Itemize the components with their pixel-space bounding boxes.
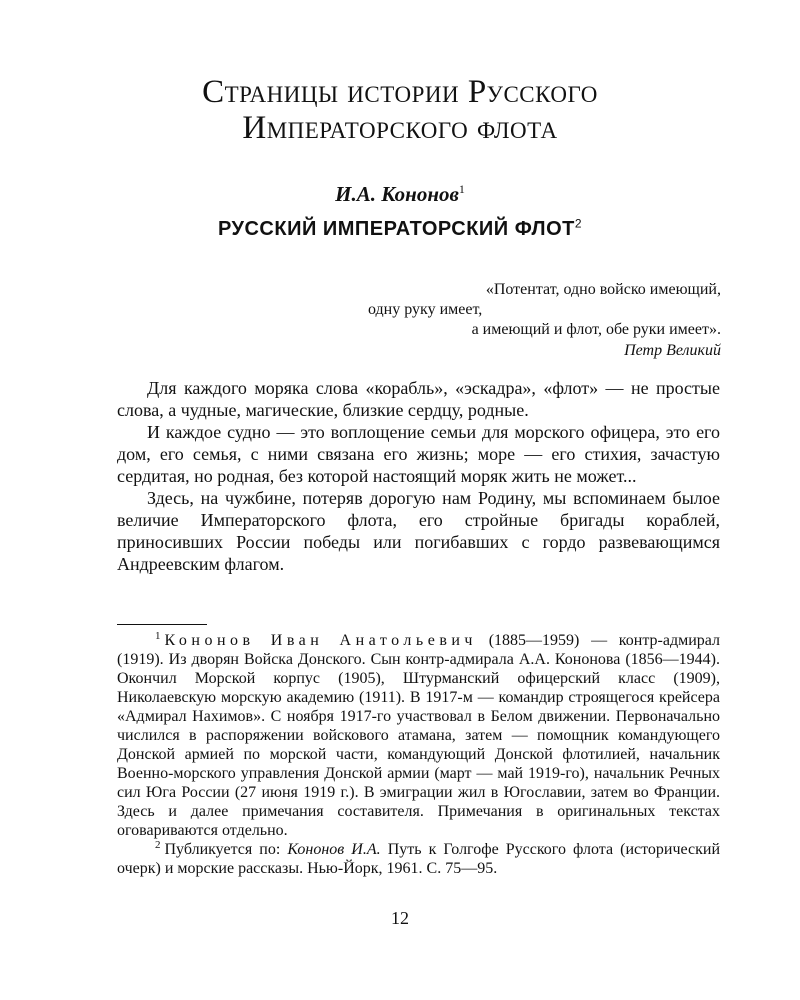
chapter-title [100,74,700,146]
epigraph-signature: Петр Великий [624,342,721,359]
body-paragraph-1: Для каждого моряка слова «корабль», «эскадра», «флот» — не простые слова, а чудные, магические, близкие сердцу, родные. [117,378,720,420]
body-text [117,377,720,575]
epigraph [368,280,721,361]
article-title-footnote-ref: 2 [574,216,583,231]
footnote-2-text: Путь к Голгофе Русского флота (исторический очерк) и морские рассказы. Нью-Йорк, 1961. С. 75—95. [117,841,721,877]
chapter-title-line-2: Императорского флота [242,110,558,146]
footnote-1-person-name: Кононов Иван Анатольевич [164,632,477,649]
epigraph-line-3: а имеющий и флот, обе руки имеет». [471,321,721,338]
footnotes [117,631,720,878]
body-paragraph-2: И каждое судно — это воплощение семьи для морского офицера, это его дом, его семья, с ними связана его жизнь; море — его стихия, зачастую сердитая, но родная, без которой настоящий моряк жить не может... [117,422,720,486]
article-title [100,218,700,241]
author-name-text: И.А. Кононов [335,182,459,206]
footnote-2 [117,840,720,878]
page-number: 12 [391,908,409,928]
chapter-title-line-1: Страницы истории Русского [202,74,598,110]
author-footnote-ref: 1 [458,182,465,196]
epigraph-line-1: «Потентат, одно войско имеющий, [485,281,721,298]
footnote-2-prefix: Публикуется по: [164,841,281,858]
footnote-1-text: (1885—1959) — контр-адмирал (1919). Из дворян Войска Донского. Сын контр-адмирала А.А. Кононова (1856—1944). Окончил Морской корпус (1905), Штурманский офицерский класс (1909), Николаевскую морскую академию (1911). В 1917-м — командир строящегося крейсера «Адмирал Нахимов». С ноября 1917-го участвовал в Белом движении. Первоначально числился в распоряжении войскового атамана, затем — помощник командующего Донской армией по морской части, командующий Донской флотилией, начальник Военно-морского управления Донской армии (март — май 1919-го), начальник Речных сил Юга России (27 июня 1919 г.). В эмиграции жил в Югославии, затем во Франции. Здесь и далее примечания составителя. Примечания в оригинальных текстах оговариваются отдельно. [117,632,720,839]
footnote-1-mark: 1 [155,629,161,642]
footnote-separator [117,624,207,625]
author-name [100,182,700,207]
article-title-text: РУССКИЙ ИМПЕРАТОРСКИЙ ФЛОТ [217,218,575,240]
footnote-2-mark: 2 [155,838,161,851]
footnote-1 [117,631,720,840]
body-paragraph-3: Здесь, на чужбине, потеряв дорогую нам Родину, мы вспоминаем былое величие Императорского флота, его стройные бригады кораблей, приносивших России победы или погибавших с гордо развевающимся Андреевским флагом. [117,488,720,574]
epigraph-line-2: одну руку имеет, [368,301,483,318]
footnote-2-author: Кононов И.А. [287,841,381,858]
